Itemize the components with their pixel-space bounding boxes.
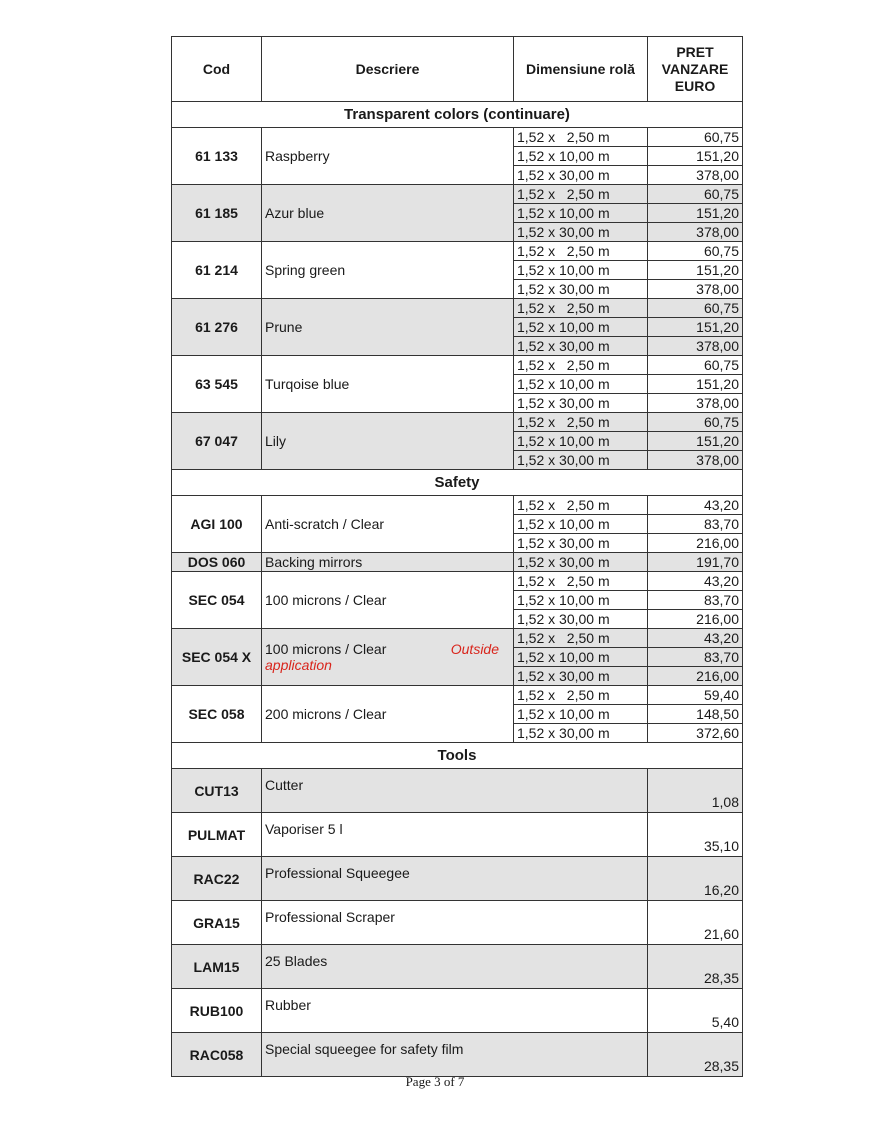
tool-price: 1,08 [648, 769, 743, 813]
roll-dimension: 1,52 x 2,50 m [514, 299, 648, 318]
header-price-line-1: PRET [676, 43, 714, 60]
product-code: SEC 054 X [172, 629, 262, 686]
roll-dimension: 1,52 x 2,50 m [514, 572, 648, 591]
header-description: Descriere [262, 37, 514, 102]
application-note: application [265, 657, 332, 673]
tool-row [172, 1033, 743, 1077]
tool-row [172, 989, 743, 1033]
roll-price: 378,00 [648, 223, 743, 242]
tool-price: 28,35 [648, 1033, 743, 1077]
product-description: 100 microns / Clear [262, 572, 514, 629]
header-price-line-3: EURO [674, 77, 716, 94]
roll-dimension: 1,52 x 2,50 m [514, 356, 648, 375]
product-description: Prune [262, 299, 514, 356]
tool-description: Cutter [262, 769, 648, 813]
outside-note: Outside [450, 641, 499, 657]
product-code: 63 545 [172, 356, 262, 413]
table-row [172, 572, 743, 591]
roll-dimension: 1,52 x 30,00 m [514, 280, 648, 299]
roll-dimension: 1,52 x 10,00 m [514, 515, 648, 534]
header-price [648, 37, 743, 102]
roll-dimension: 1,52 x 30,00 m [514, 166, 648, 185]
roll-dimension: 1,52 x 10,00 m [514, 318, 648, 337]
table-row [172, 686, 743, 705]
roll-price: 43,20 [648, 629, 743, 648]
tool-code: RAC058 [172, 1033, 262, 1077]
product-description [262, 629, 514, 686]
roll-dimension: 1,52 x 30,00 m [514, 610, 648, 629]
section-row [172, 470, 743, 496]
roll-price: 216,00 [648, 667, 743, 686]
page-number: Page 3 of 7 [405, 1074, 465, 1089]
tool-price: 28,35 [648, 945, 743, 989]
roll-price: 151,20 [648, 147, 743, 166]
roll-price: 216,00 [648, 610, 743, 629]
product-code: SEC 054 [172, 572, 262, 629]
roll-dimension: 1,52 x 2,50 m [514, 629, 648, 648]
section-row [172, 102, 743, 128]
roll-price: 378,00 [648, 280, 743, 299]
roll-dimension: 1,52 x 10,00 m [514, 261, 648, 280]
roll-price: 191,70 [648, 553, 743, 572]
roll-price: 378,00 [648, 337, 743, 356]
roll-dimension: 1,52 x 10,00 m [514, 648, 648, 667]
roll-price: 60,75 [648, 299, 743, 318]
tool-code: LAM15 [172, 945, 262, 989]
tool-price: 16,20 [648, 857, 743, 901]
roll-price: 151,20 [648, 261, 743, 280]
table-row [172, 299, 743, 318]
product-code: 61 276 [172, 299, 262, 356]
table-row [172, 242, 743, 261]
section-row [172, 743, 743, 769]
tool-code: CUT13 [172, 769, 262, 813]
roll-dimension: 1,52 x 30,00 m [514, 223, 648, 242]
product-description: Azur blue [262, 185, 514, 242]
roll-price: 151,20 [648, 318, 743, 337]
roll-price: 151,20 [648, 375, 743, 394]
tool-row [172, 769, 743, 813]
tool-price: 21,60 [648, 901, 743, 945]
roll-dimension: 1,52 x 2,50 m [514, 686, 648, 705]
roll-dimension: 1,52 x 30,00 m [514, 534, 648, 553]
roll-dimension: 1,52 x 30,00 m [514, 667, 648, 686]
roll-dimension: 1,52 x 10,00 m [514, 147, 648, 166]
roll-price: 60,75 [648, 128, 743, 147]
tool-description: Rubber [262, 989, 648, 1033]
roll-price: 59,40 [648, 686, 743, 705]
table-row [172, 496, 743, 515]
section-title: Tools [172, 743, 743, 769]
roll-dimension: 1,52 x 2,50 m [514, 185, 648, 204]
price-list-body [172, 102, 743, 1077]
roll-price: 60,75 [648, 185, 743, 204]
product-description: 200 microns / Clear [262, 686, 514, 743]
tool-code: RUB100 [172, 989, 262, 1033]
product-description: Backing mirrors [262, 553, 514, 572]
product-code: AGI 100 [172, 496, 262, 553]
product-code: SEC 058 [172, 686, 262, 743]
product-description: Turqoise blue [262, 356, 514, 413]
roll-price: 151,20 [648, 204, 743, 223]
roll-price: 43,20 [648, 572, 743, 591]
product-code: DOS 060 [172, 553, 262, 572]
product-code: 61 214 [172, 242, 262, 299]
section-title: Transparent colors (continuare) [172, 102, 743, 128]
roll-price: 83,70 [648, 591, 743, 610]
product-description: Anti-scratch / Clear [262, 496, 514, 553]
roll-dimension: 1,52 x 30,00 m [514, 553, 648, 572]
table-row [172, 629, 743, 648]
tool-description: Professional Squeegee [262, 857, 648, 901]
roll-price: 372,60 [648, 724, 743, 743]
tool-row [172, 857, 743, 901]
table-row [172, 185, 743, 204]
roll-dimension: 1,52 x 10,00 m [514, 591, 648, 610]
tool-description: Vaporiser 5 l [262, 813, 648, 857]
roll-price: 83,70 [648, 515, 743, 534]
roll-dimension: 1,52 x 10,00 m [514, 705, 648, 724]
tool-row [172, 945, 743, 989]
roll-price: 60,75 [648, 242, 743, 261]
tool-code: GRA15 [172, 901, 262, 945]
roll-dimension: 1,52 x 30,00 m [514, 451, 648, 470]
tool-row [172, 901, 743, 945]
table-row [172, 356, 743, 375]
tool-code: PULMAT [172, 813, 262, 857]
tool-description: Special squeegee for safety film [262, 1033, 648, 1077]
roll-dimension: 1,52 x 10,00 m [514, 375, 648, 394]
roll-dimension: 1,52 x 2,50 m [514, 128, 648, 147]
roll-price: 151,20 [648, 432, 743, 451]
tool-row [172, 813, 743, 857]
roll-price: 378,00 [648, 394, 743, 413]
product-description: Lily [262, 413, 514, 470]
roll-dimension: 1,52 x 2,50 m [514, 496, 648, 515]
roll-price: 43,20 [648, 496, 743, 515]
table-row [172, 413, 743, 432]
roll-dimension: 1,52 x 30,00 m [514, 337, 648, 356]
roll-dimension: 1,52 x 30,00 m [514, 394, 648, 413]
section-title: Safety [172, 470, 743, 496]
header-dimension: Dimensiune rolă [514, 37, 648, 102]
tool-price: 5,40 [648, 989, 743, 1033]
roll-price: 148,50 [648, 705, 743, 724]
price-list-table [171, 36, 743, 1077]
tool-code: RAC22 [172, 857, 262, 901]
product-code: 67 047 [172, 413, 262, 470]
product-code: 61 133 [172, 128, 262, 185]
tool-description: Professional Scraper [262, 901, 648, 945]
header-price-line-2: VANZARE [661, 60, 729, 77]
product-code: 61 185 [172, 185, 262, 242]
roll-price: 378,00 [648, 166, 743, 185]
roll-price: 60,75 [648, 413, 743, 432]
tool-description: 25 Blades [262, 945, 648, 989]
roll-dimension: 1,52 x 10,00 m [514, 204, 648, 223]
tool-price: 35,10 [648, 813, 743, 857]
roll-dimension: 1,52 x 2,50 m [514, 242, 648, 261]
roll-price: 60,75 [648, 356, 743, 375]
product-description: Raspberry [262, 128, 514, 185]
header-code: Cod [172, 37, 262, 102]
roll-dimension: 1,52 x 30,00 m [514, 724, 648, 743]
product-description-text: 100 microns / Clear [265, 641, 387, 657]
table-row [172, 128, 743, 147]
roll-dimension: 1,52 x 2,50 m [514, 413, 648, 432]
product-description: Spring green [262, 242, 514, 299]
roll-price: 378,00 [648, 451, 743, 470]
roll-price: 216,00 [648, 534, 743, 553]
roll-dimension: 1,52 x 10,00 m [514, 432, 648, 451]
table-row [172, 553, 743, 572]
roll-price: 83,70 [648, 648, 743, 667]
